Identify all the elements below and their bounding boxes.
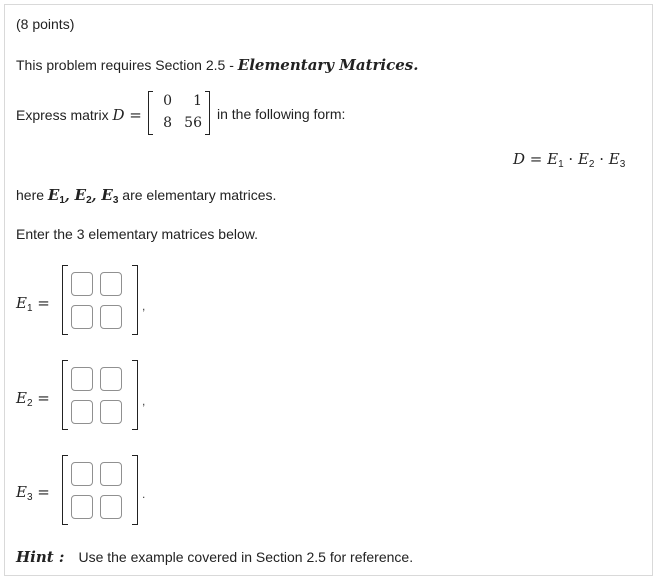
e2-cell-1-1[interactable] xyxy=(71,367,93,391)
target-formula xyxy=(513,150,625,170)
e3-eq: = xyxy=(32,483,50,501)
formula-e: E xyxy=(577,150,589,168)
here-line xyxy=(16,186,276,206)
here-e: E xyxy=(47,186,60,204)
e2-cell-2-1[interactable] xyxy=(71,400,93,424)
formula-dot: · xyxy=(594,150,609,168)
intro-line xyxy=(16,56,418,74)
e3-cell-2-1[interactable] xyxy=(71,495,93,519)
e3-cell-1-1[interactable] xyxy=(71,462,93,486)
matrix-cell: 8 xyxy=(163,115,172,131)
formula-e: E xyxy=(547,150,559,168)
right-bracket xyxy=(132,455,138,525)
e2-sub: 2 xyxy=(26,398,33,409)
right-bracket xyxy=(132,265,138,335)
matrix-symbol-d: D xyxy=(112,106,125,124)
e1-cell-2-1[interactable] xyxy=(71,305,93,329)
express-prefix xyxy=(16,106,142,124)
section-title: Elementary Matrices. xyxy=(237,56,419,74)
formula-sub: 3 xyxy=(619,159,626,170)
express-text: Express matrix xyxy=(16,107,113,123)
hint-text: Use the example covered in Section 2.5 for reference. xyxy=(78,549,414,565)
here-suffix: are elementary matrices. xyxy=(118,187,277,203)
left-bracket xyxy=(62,455,68,525)
e1-symbol: E xyxy=(16,294,27,312)
matrix-d xyxy=(148,91,210,135)
right-bracket xyxy=(132,360,138,430)
formula-sub: 1 xyxy=(558,159,564,170)
here-prefix: here xyxy=(16,187,48,203)
formula-e: E xyxy=(608,150,620,168)
e3-label xyxy=(16,483,50,503)
enter-instructions: Enter the 3 elementary matrices below. xyxy=(16,226,259,242)
right-bracket xyxy=(205,91,210,135)
here-sub: 1 xyxy=(59,195,65,206)
here-e: E xyxy=(74,186,87,204)
e1-eq: = xyxy=(32,294,50,312)
e1-label xyxy=(16,294,50,314)
e2-eq: = xyxy=(32,389,50,407)
e2-label xyxy=(16,389,50,409)
hint-label: Hint : xyxy=(16,548,65,566)
here-e: E xyxy=(101,186,113,204)
e3-cell-1-2[interactable] xyxy=(100,462,122,486)
e1-sub: 1 xyxy=(26,303,33,314)
e1-cell-2-2[interactable] xyxy=(100,305,122,329)
e3-sub: 3 xyxy=(26,492,33,503)
here-comma: , xyxy=(64,188,75,204)
e2-punct: , xyxy=(142,394,146,408)
formula-dot: · xyxy=(563,150,578,168)
points-label: (8 points) xyxy=(16,16,75,32)
e2-symbol: E xyxy=(16,389,27,407)
e1-cell-1-2[interactable] xyxy=(100,272,122,296)
here-comma: , xyxy=(91,188,102,204)
formula-eq: = xyxy=(525,150,548,168)
matrix-cell: 0 xyxy=(163,93,172,109)
express-suffix: in the following form: xyxy=(217,106,346,122)
left-bracket xyxy=(62,265,68,335)
here-sub: 3 xyxy=(112,195,119,206)
e3-punct: . xyxy=(142,487,146,501)
left-bracket xyxy=(62,360,68,430)
e3-symbol: E xyxy=(16,483,27,501)
e3-cell-2-2[interactable] xyxy=(100,495,122,519)
intro-text: This problem requires Section 2.5 - xyxy=(16,57,238,73)
matrix-cell: 56 xyxy=(184,115,202,131)
e2-cell-2-2[interactable] xyxy=(100,400,122,424)
hint-line xyxy=(16,548,413,566)
formula-d: D xyxy=(513,150,526,168)
e1-cell-1-1[interactable] xyxy=(71,272,93,296)
e1-punct: , xyxy=(142,299,146,313)
equals-sign: = xyxy=(124,106,142,124)
matrix-cell: 1 xyxy=(193,93,202,109)
formula-sub: 2 xyxy=(588,159,595,170)
e2-cell-1-2[interactable] xyxy=(100,367,122,391)
here-sub: 2 xyxy=(86,195,92,206)
